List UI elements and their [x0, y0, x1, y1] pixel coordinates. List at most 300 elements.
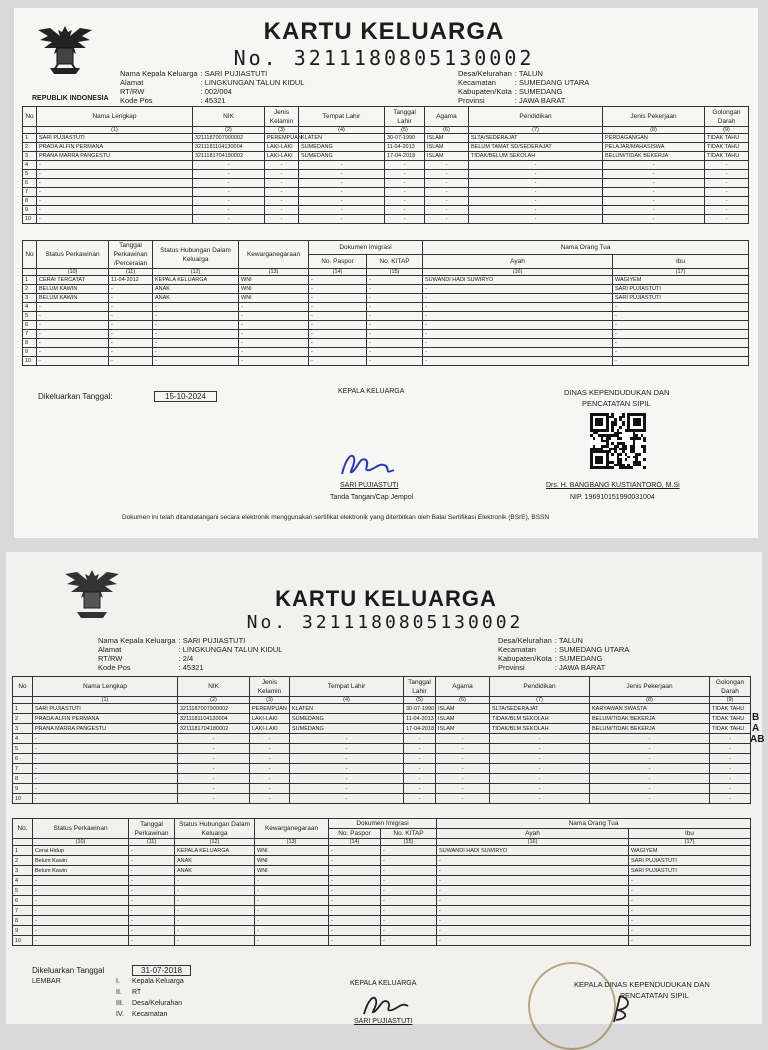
table-cell: - [129, 886, 175, 896]
table-cell: ISLAM [436, 704, 490, 714]
table-row [23, 161, 749, 170]
table-cell: - [309, 312, 367, 321]
column-header: NIK [178, 677, 250, 697]
table-cell: - [178, 744, 250, 754]
column-header: Golongan Darah [705, 107, 749, 127]
table-cell: - [367, 294, 423, 303]
table-cell: - [381, 896, 437, 906]
table-cell: KARYAWAN SWASTA [590, 704, 710, 714]
header-info-label: Alamat [120, 78, 144, 87]
column-number: (8) [590, 697, 710, 704]
table-row [23, 321, 749, 330]
table-cell: - [175, 936, 255, 946]
table-cell: ISLAM [425, 134, 469, 143]
column-group-header: Nama Orang Tua [437, 819, 751, 829]
header-info-value: : SARI PUJIASTUTI [200, 69, 268, 78]
header-info-label: Kode Pos [120, 96, 153, 105]
table-row [13, 886, 751, 896]
table-row [23, 294, 749, 303]
table-cell: - [129, 926, 175, 936]
column-header: Status Perkawinan [33, 819, 129, 839]
header-info-value: : 2/4 [178, 654, 194, 663]
column-header: Pendidikan [490, 677, 590, 697]
table-cell: - [290, 794, 404, 804]
table-row [23, 134, 749, 143]
signature-caption: Tanda Tangan/Cap Jempol [330, 494, 414, 501]
column-number: (9) [705, 127, 749, 134]
table-cell: - [299, 197, 385, 206]
column-number: (1) [33, 697, 178, 704]
table-row [23, 152, 749, 161]
table-cell: - [250, 744, 290, 754]
table-cell: - [178, 794, 250, 804]
table-cell: SARI PUJIASTUTI [629, 856, 751, 866]
table-cell: 3 [23, 294, 37, 303]
table-cell: - [33, 784, 178, 794]
header-info-label: Nama Kepala Keluarga [120, 69, 198, 78]
column-number: (4) [290, 697, 404, 704]
table-cell: - [436, 734, 490, 744]
header-info-row [98, 645, 285, 654]
table-cell: 3 [23, 152, 37, 161]
table-row [13, 734, 751, 744]
table-cell: - [603, 161, 705, 170]
table-cell: BELUM KAWIN [37, 285, 109, 294]
table-cell: - [385, 161, 425, 170]
table-cell: 10 [23, 357, 37, 366]
header-info-label: Kabupaten/Kota [498, 654, 552, 663]
header-info-label: Kode Pos [98, 663, 131, 672]
table-cell: - [425, 197, 469, 206]
table-cell: - [193, 206, 265, 215]
column-number: (9) [710, 697, 751, 704]
table-cell: 8 [23, 339, 37, 348]
header-info-value: : LINGKUNGAN TALUN KIDUL [200, 78, 305, 87]
table-cell: - [255, 886, 329, 896]
table-cell: TIDAK/BLM SEKOLAH [490, 714, 590, 724]
column-number: (13) [255, 839, 329, 846]
table-cell: - [367, 303, 423, 312]
table-cell: 6 [23, 321, 37, 330]
table-cell: - [423, 330, 613, 339]
table-cell: - [153, 348, 239, 357]
table-cell: - [404, 794, 436, 804]
table-cell: - [437, 916, 629, 926]
table-cell: 3211187007900002 [193, 134, 265, 143]
table-cell: - [423, 339, 613, 348]
table-cell: - [109, 312, 153, 321]
table-cell: - [425, 215, 469, 224]
table-cell: - [425, 179, 469, 188]
column-number: (6) [425, 127, 469, 134]
table-cell: - [250, 774, 290, 784]
table-cell: - [404, 734, 436, 744]
table-cell: - [436, 784, 490, 794]
table-cell: - [425, 206, 469, 215]
table-cell: - [193, 179, 265, 188]
table-row [23, 285, 749, 294]
document-title: KARTU KELUARGA [263, 18, 505, 45]
table-cell: - [109, 303, 153, 312]
table-cell: - [309, 348, 367, 357]
family-card-document-1 [14, 8, 758, 538]
table-cell: 6 [13, 896, 33, 906]
table-cell: - [33, 774, 178, 784]
table-cell: Cerai Hidup [33, 846, 129, 856]
table-cell: - [423, 294, 613, 303]
table-cell: SARI PUJIASTUTI [613, 285, 749, 294]
table-cell: - [381, 936, 437, 946]
column-number: (2) [193, 127, 265, 134]
header-info-label: Provinsi [458, 96, 485, 105]
table-cell: - [469, 188, 603, 197]
table-cell: - [255, 896, 329, 906]
table-cell: - [404, 774, 436, 784]
table-cell: 17-04-2018 [404, 724, 436, 734]
table-cell: - [469, 215, 603, 224]
table-cell: - [290, 774, 404, 784]
table-cell: - [603, 215, 705, 224]
family-card-document-2 [6, 552, 765, 1025]
table-row [23, 312, 749, 321]
header-info-value: : SUMEDANG UTARA [514, 78, 590, 87]
table-cell: - [423, 321, 613, 330]
table-cell: 4 [23, 303, 37, 312]
table-cell: - [629, 916, 751, 926]
republik-indonesia-label: REPUBLIK INDONESIA [32, 95, 109, 102]
table-cell: SUMEDANG [299, 152, 385, 161]
table-cell: - [490, 774, 590, 784]
header-info-right [498, 636, 632, 672]
table-cell: - [265, 215, 299, 224]
header-info-value: : JAWA BARAT [554, 663, 606, 672]
table-cell: - [436, 764, 490, 774]
agency-caption-line2: PENCATATAN SIPIL [582, 399, 651, 408]
column-number: (11) [129, 839, 175, 846]
column-header: Status Hubungan Dalam Keluarga [153, 241, 239, 269]
column-header: Jenis Pekerjaan [603, 107, 705, 127]
table-cell: - [381, 856, 437, 866]
head-signature-icon [360, 992, 418, 1018]
table-cell: - [613, 303, 749, 312]
table-cell: BELUM KAWIN [37, 294, 109, 303]
table-cell: BELUM TAMAT SD/SEDERAJAT [469, 143, 603, 152]
table-cell: - [309, 276, 367, 285]
table-row [23, 170, 749, 179]
table-cell: SUWANDI HADI SUWIRYO [423, 276, 613, 285]
table-cell: - [33, 886, 129, 896]
agency-caption-line2: PENCATATAN SIPIL [620, 991, 689, 1000]
table-cell: - [404, 744, 436, 754]
table-cell: LAKI-LAKI [265, 143, 299, 152]
table-cell: KLATEN [290, 704, 404, 714]
table-cell: - [329, 936, 381, 946]
column-header: NIK [193, 107, 265, 127]
family-status-table [22, 240, 749, 366]
blood-type-mark: AB [750, 734, 765, 745]
table-cell: - [129, 936, 175, 946]
table-cell: 9 [23, 206, 37, 215]
column-number: (17) [629, 839, 751, 846]
agency-caption-line1: KEPALA DINAS KEPENDUDUKAN DAN [574, 980, 710, 989]
table-cell: - [129, 866, 175, 876]
table-cell: - [705, 206, 749, 215]
table-row [13, 856, 751, 866]
table-cell: - [436, 754, 490, 764]
table-cell: - [710, 774, 751, 784]
table-cell: - [129, 856, 175, 866]
table-cell: PRANA MARRA PANGESTU [33, 724, 178, 734]
table-cell: - [239, 312, 309, 321]
table-cell: SUMEDANG [290, 724, 404, 734]
copy-number: II. [116, 989, 122, 996]
table-cell: WNI [239, 276, 309, 285]
table-cell: - [490, 754, 590, 764]
column-number: (8) [603, 127, 705, 134]
table-row [23, 143, 749, 152]
table-cell: SARI PUJIASTUTI [37, 134, 193, 143]
table-cell: - [309, 285, 367, 294]
table-cell: - [37, 303, 109, 312]
table-cell: PEREMPUAN [265, 134, 299, 143]
header-info-row [498, 645, 632, 654]
column-number-row [13, 697, 751, 704]
header-info-right [458, 69, 592, 105]
table-cell: 11-04-2013 [404, 714, 436, 724]
copy-number: III. [116, 1000, 124, 1007]
table-cell: - [613, 312, 749, 321]
table-cell: - [129, 906, 175, 916]
table-cell: 2 [23, 143, 37, 152]
table-cell: - [33, 744, 178, 754]
table-cell: - [33, 794, 178, 804]
table-cell: 9 [13, 784, 33, 794]
table-cell: - [367, 357, 423, 366]
column-number: (7) [490, 697, 590, 704]
official-stamp-icon [528, 962, 616, 1050]
table-cell: - [404, 764, 436, 774]
header-info-row [498, 636, 632, 645]
column-number: (3) [265, 127, 299, 134]
table-cell: 5 [13, 744, 33, 754]
table-cell: - [250, 794, 290, 804]
table-cell: SUMEDANG [290, 714, 404, 724]
table-cell: - [705, 161, 749, 170]
table-cell: - [469, 206, 603, 215]
table-cell: - [381, 926, 437, 936]
table-row [23, 348, 749, 357]
table-cell: 4 [13, 734, 33, 744]
table-cell: 9 [13, 926, 33, 936]
table-cell: - [265, 188, 299, 197]
header-info-row [98, 663, 285, 672]
column-header: Status Hubungan Dalam Keluarga [175, 819, 255, 839]
table-cell: - [367, 330, 423, 339]
column-number: (1) [37, 127, 193, 134]
table-cell: TIDAK TAHU [705, 134, 749, 143]
table-cell: - [705, 179, 749, 188]
table-cell: - [175, 906, 255, 916]
head-signature-name: SARI PUJIASTUTI [340, 482, 399, 489]
header-info-label: Desa/Kelurahan [458, 69, 512, 78]
table-cell: - [175, 876, 255, 886]
table-cell: - [37, 188, 193, 197]
table-cell: - [423, 348, 613, 357]
table-cell: WNI [255, 856, 329, 866]
table-cell: TIDAK TAHU [710, 704, 751, 714]
table-cell: - [255, 916, 329, 926]
table-cell: - [404, 784, 436, 794]
table-cell: - [175, 926, 255, 936]
table-cell: - [299, 215, 385, 224]
table-cell: - [250, 734, 290, 744]
table-cell: KEPALA KELUARGA [175, 846, 255, 856]
column-header: Kewarganegaraan [239, 241, 309, 269]
column-header: No [23, 107, 37, 127]
table-cell: - [309, 321, 367, 330]
header-info-row [120, 87, 307, 96]
head-of-family-caption: KEPALA KELUARGA [338, 388, 405, 395]
copy-recipient: Desa/Kelurahan [132, 1000, 183, 1007]
table-cell: TIDAK TAHU [710, 714, 751, 724]
column-number: (6) [436, 697, 490, 704]
column-header: Ibu [613, 255, 749, 269]
header-info-label: Provinsi [498, 663, 525, 672]
table-cell: - [33, 764, 178, 774]
table-cell: 1 [13, 846, 33, 856]
table-cell: - [329, 906, 381, 916]
header-info-label: Desa/Kelurahan [498, 636, 552, 645]
table-cell: - [329, 856, 381, 866]
table-cell: - [129, 916, 175, 926]
table-header-row [23, 107, 749, 127]
table-cell: 10 [23, 215, 37, 224]
table-cell: - [437, 866, 629, 876]
column-number-row [23, 127, 749, 134]
table-cell: - [193, 188, 265, 197]
table-cell: - [290, 764, 404, 774]
header-info-value: : SUMEDANG [514, 87, 563, 96]
table-cell: ISLAM [436, 714, 490, 724]
table-cell: - [37, 206, 193, 215]
table-cell: - [109, 339, 153, 348]
table-cell: 3211181104130004 [193, 143, 265, 152]
table-cell: - [437, 926, 629, 936]
table-cell: 3211181104130004 [178, 714, 250, 724]
column-number: (16) [423, 269, 613, 276]
table-cell: 7 [23, 330, 37, 339]
header-info-left [98, 636, 285, 672]
table-cell: - [613, 321, 749, 330]
table-row [23, 357, 749, 366]
column-number: (15) [381, 839, 437, 846]
table-cell: - [153, 330, 239, 339]
header-info-row [458, 87, 592, 96]
table-cell: - [329, 886, 381, 896]
header-info-label: Nama Kepala Keluarga [98, 636, 176, 645]
table-cell: - [109, 330, 153, 339]
table-cell: 8 [13, 774, 33, 784]
column-group-header: Dokumen Imigrasi [329, 819, 437, 829]
table-cell: WAGIYEM [613, 276, 749, 285]
table-cell: - [250, 754, 290, 764]
table-cell: - [178, 784, 250, 794]
table-cell: - [603, 206, 705, 215]
table-cell: - [436, 744, 490, 754]
table-cell: 5 [23, 170, 37, 179]
copy-number: IV. [116, 1011, 124, 1018]
table-cell: - [33, 754, 178, 764]
table-cell: - [178, 764, 250, 774]
table-cell: - [590, 794, 710, 804]
column-header: Agama [425, 107, 469, 127]
table-cell: 30-07-1990 [404, 704, 436, 714]
family-members-table [22, 106, 749, 224]
column-header: Ayah [423, 255, 613, 269]
table-cell: 3 [13, 724, 33, 734]
table-row [13, 916, 751, 926]
table-cell: - [299, 179, 385, 188]
table-cell: - [290, 784, 404, 794]
table-cell: PRADA ALFIN PERMANA [37, 143, 193, 152]
table-cell: - [490, 794, 590, 804]
table-cell: 9 [23, 348, 37, 357]
column-header: No. Paspor [329, 829, 381, 839]
column-header: Tanggal Lahir [404, 677, 436, 697]
copy-recipient: Kecamatan [132, 1011, 168, 1018]
table-cell: - [37, 197, 193, 206]
table-cell: LAKI-LAKI [250, 724, 290, 734]
column-header: No. KITAP [381, 829, 437, 839]
table-cell: - [109, 357, 153, 366]
table-row [13, 704, 751, 714]
table-cell: 3 [13, 866, 33, 876]
table-cell: - [710, 764, 751, 774]
document-title: KARTU KELUARGA [275, 586, 497, 611]
table-cell: - [490, 784, 590, 794]
table-cell: 6 [23, 179, 37, 188]
header-info-left [120, 69, 307, 105]
table-cell: - [329, 916, 381, 926]
column-number: (10) [37, 269, 109, 276]
table-cell: - [437, 906, 629, 916]
column-header: Status Perkawinan [37, 241, 109, 269]
table-cell: - [490, 744, 590, 754]
table-cell: - [603, 197, 705, 206]
table-cell: TIDAK TAHU [705, 152, 749, 161]
copy-distribution-label: LEMBAR [32, 978, 61, 985]
table-cell: - [613, 330, 749, 339]
table-cell: - [33, 896, 129, 906]
table-cell: - [381, 916, 437, 926]
header-info-value: : 45321 [178, 663, 204, 672]
table-cell: - [381, 846, 437, 856]
table-row [13, 724, 751, 734]
table-cell: - [469, 170, 603, 179]
table-cell: - [329, 926, 381, 936]
electronic-signature-note: Dokumen ini telah ditandatangani secara elektronik menggunakan sertifikat elektronik yang diterbitkan oleh Balai Sertifikasi Elektronik (BSrE), BSSN [122, 514, 550, 521]
table-cell: 3211187007900002 [178, 704, 250, 714]
header-info-label: RT/RW [120, 87, 145, 96]
table-cell: - [705, 188, 749, 197]
header-info-value: : 45321 [200, 96, 226, 105]
column-header: No. KITAP [367, 255, 423, 269]
column-number: (14) [309, 269, 367, 276]
table-row [13, 764, 751, 774]
table-cell: - [590, 784, 710, 794]
family-card-number: No. 3211180805130002 [246, 612, 524, 633]
table-cell: - [37, 312, 109, 321]
